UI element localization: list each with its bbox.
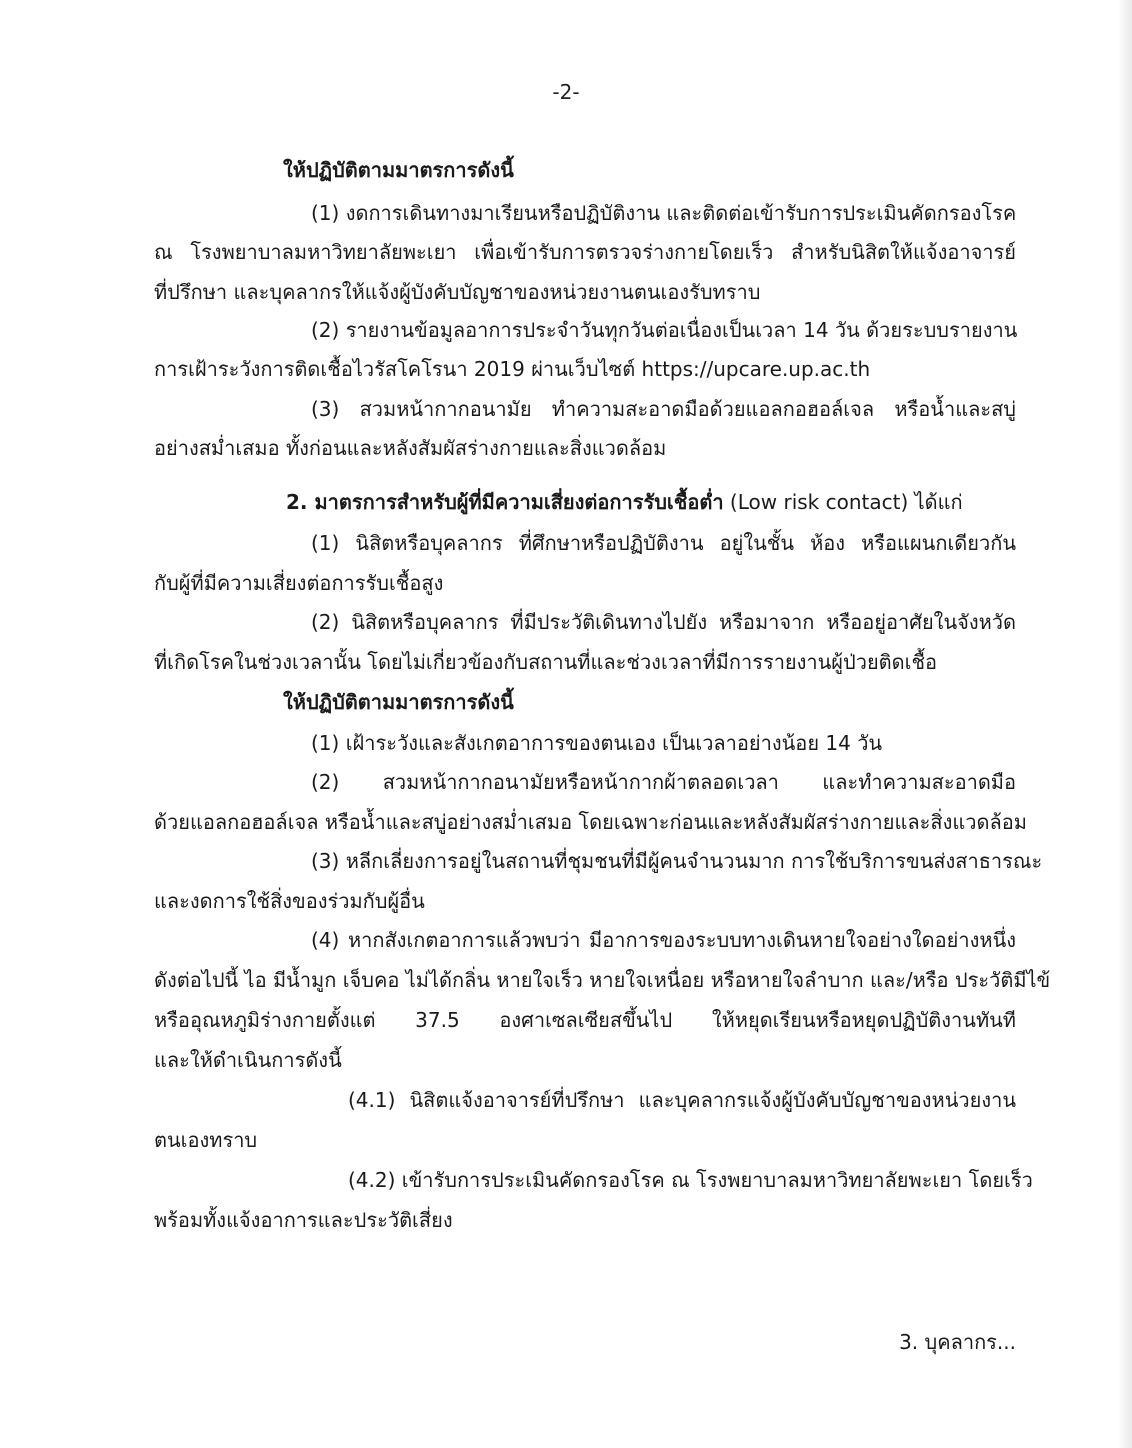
paragraph-line: หรืออุณหภูมิร่างกายตั้งแต่ 37.5 องศาเซลเซียสขึ้นไป ให้หยุดเรียนหรือหยุดปฏิบัติงานทันที	[154, 1008, 1016, 1032]
paragraph-line: (2) สวมหน้ากากอนามัยหรือหน้ากากผ้าตลอดเวลา และทำความสะอาดมือ	[311, 770, 1016, 794]
paragraph-line: (2) นิสิตหรือบุคลากร ที่มีประวัติเดินทางไปยัง หรือมาจาก หรืออยู่อาศัยในจังหวัด	[311, 610, 1016, 634]
paragraph-line: และให้ดำเนินการดังนี้	[154, 1048, 342, 1072]
paragraph-line: อย่างสม่ำเสมอ ทั้งก่อนและหลังสัมผัสร่างกายและสิ่งแวดล้อม	[154, 436, 667, 460]
page-number: -2-	[552, 80, 580, 104]
paragraph-line: พร้อมทั้งแจ้งอาการและประวัติเสี่ยง	[154, 1208, 453, 1232]
paragraph-line: ด้วยแอลกอฮอล์เจล หรือน้ำและสบู่อย่างสม่ำเสมอ โดยเฉพาะก่อนและหลังสัมผัสร่างกายและสิ่งแวดล้อม	[154, 810, 1027, 834]
paragraph-line: ตนเองทราบ	[154, 1128, 258, 1152]
paragraph-line: (2) รายงานข้อมูลอาการประจำวันทุกวันต่อเนื่องเป็นเวลา 14 วัน ด้วยระบบรายงาน	[311, 318, 1018, 342]
paragraph-line: (4) หากสังเกตอาการแล้วพบว่า มีอาการของระบบทางเดินหายใจอย่างใดอย่างหนึ่ง	[311, 928, 1016, 952]
paragraph-line: ดังต่อไปนี้ ไอ มีน้ำมูก เจ็บคอ ไม่ได้กลิ่น หายใจเร็ว หายใจเหนื่อย หรือหายใจลำบาก และ/หรือ ประวัติมีไข้	[154, 968, 1051, 992]
paragraph-line: ที่ปรึกษา และบุคลากรให้แจ้งผู้บังคับบัญชาของหน่วยงานตนเองรับทราบ	[154, 280, 761, 304]
section-heading	[286, 492, 963, 512]
section-heading-bold: 2. มาตรการสำหรับผู้ที่มีความเสี่ยงต่อการรับเชื้อต่ำ	[286, 490, 724, 514]
paragraph-line: (3) หลีกเลี่ยงการอยู่ในสถานที่ชุมชนที่มีผู้คนจำนวนมาก การใช้บริการขนส่งสาธารณะ	[311, 849, 1043, 873]
paragraph-line: ที่เกิดโรคในช่วงเวลานั้น โดยไม่เกี่ยวข้องกับสถานที่และช่วงเวลาที่มีการรายงานผู้ป่วยติดเชื้อ	[154, 650, 938, 674]
section-heading-rest: (Low risk contact) ได้แก่	[729, 490, 963, 514]
section-heading: ให้ปฏิบัติตามมาตรการดังนี้	[283, 158, 514, 182]
paragraph-line: (4.2) เข้ารับการประเมินคัดกรองโรค ณ โรงพยาบาลมหาวิทยาลัยพะเยา โดยเร็ว	[348, 1168, 1033, 1192]
paragraph-line: (3) สวมหน้ากากอนามัย ทำความสะอาดมือด้วยแอลกอฮอล์เจล หรือน้ำและสบู่	[311, 397, 1016, 421]
paragraph-line: (1) นิสิตหรือบุคลากร ที่ศึกษาหรือปฏิบัติงาน อยู่ในชั้น ห้อง หรือแผนกเดียวกัน	[311, 531, 1016, 555]
paragraph-line: (1) เฝ้าระวังและสังเกตอาการของตนเอง เป็นเวลาอย่างน้อย 14 วัน	[311, 731, 883, 755]
paragraph-line: ณ โรงพยาบาลมหาวิทยาลัยพะเยา เพื่อเข้ารับการตรวจร่างกายโดยเร็ว สำหรับนิสิตให้แจ้งอาจารย์	[154, 240, 1016, 264]
paragraph-line: (4.1) นิสิตแจ้งอาจารย์ที่ปรึกษา และบุคลากรแจ้งผู้บังคับบัญชาของหน่วยงาน	[348, 1088, 1016, 1112]
page-edge-shadow	[1118, 0, 1132, 1448]
paragraph-line: และงดการใช้สิ่งของร่วมกับผู้อื่น	[154, 889, 425, 913]
section-heading: ให้ปฏิบัติตามมาตรการดังนี้	[283, 690, 514, 714]
paragraph-line: (1) งดการเดินทางมาเรียนหรือปฏิบัติงาน และติดต่อเข้ารับการประเมินคัดกรองโรค	[311, 201, 1017, 225]
paragraph-line: การเฝ้าระวังการติดเชื้อไวรัสโคโรนา 2019 ผ่านเว็บไซต์ https://upcare.up.ac.th	[154, 357, 871, 381]
paragraph-line: กับผู้ที่มีความเสี่ยงต่อการรับเชื้อสูง	[154, 571, 444, 595]
continuation-text: 3. บุคลากร...	[899, 1330, 1016, 1354]
